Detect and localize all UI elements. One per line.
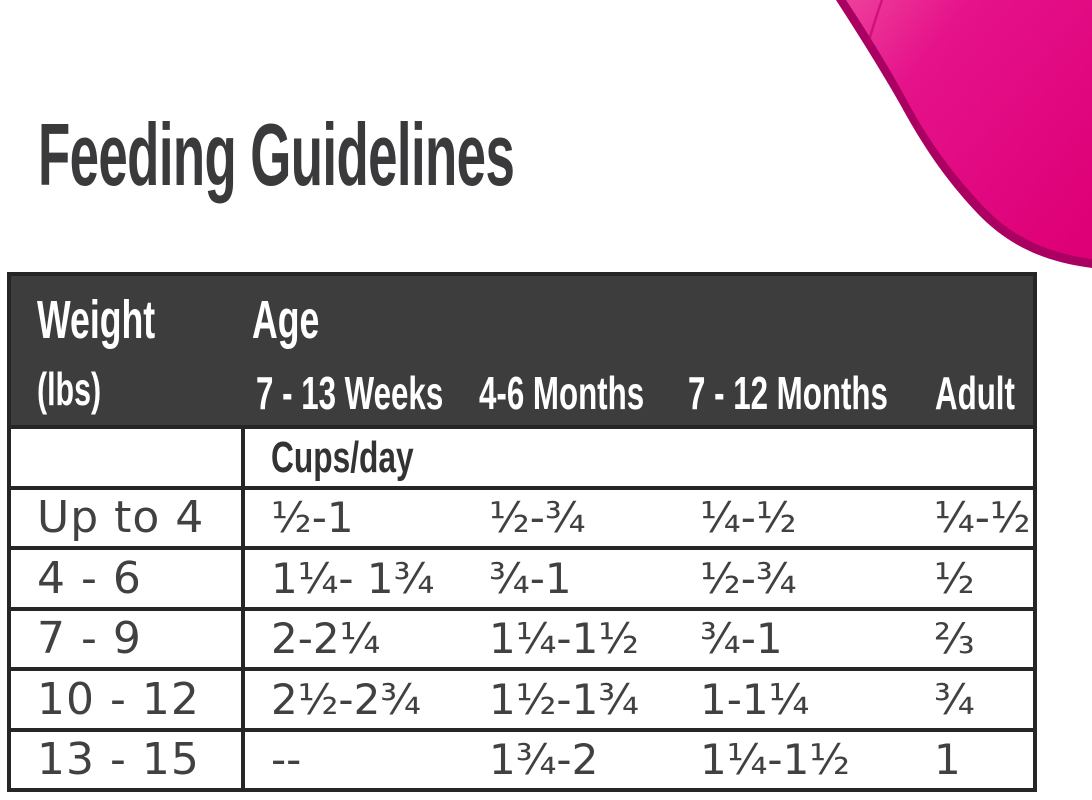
value-cell: -- <box>271 735 302 785</box>
feeding-table <box>7 272 1037 792</box>
weight-cell: 4 - 6 <box>37 552 142 604</box>
value-cell: 1¾-2 <box>489 735 599 785</box>
value-cell: ½-¾ <box>489 493 586 543</box>
value-cell: ½-¾ <box>700 553 797 603</box>
value-cell: ½ <box>934 553 975 603</box>
weight-unit-label: (lbs) <box>37 363 102 415</box>
pink-corner-decoration <box>832 0 1092 272</box>
weight-cell: 10 - 12 <box>37 673 200 725</box>
age-subheaders <box>241 366 1033 420</box>
value-cell: ½-1 <box>271 493 354 543</box>
column-divider <box>241 425 245 788</box>
value-cell: ¼-½ <box>700 493 797 543</box>
table-row <box>11 546 1033 607</box>
table-body <box>11 425 1033 788</box>
table-row <box>11 486 1033 547</box>
table-row <box>11 607 1033 668</box>
table-row <box>11 667 1033 728</box>
value-cell: ⅔ <box>934 614 975 664</box>
value-cell: ¼-½ <box>934 493 1031 543</box>
value-cell: 2½-2¾ <box>271 674 422 724</box>
value-cell: 2-2¼ <box>271 614 381 664</box>
units-label: Cups/day <box>271 432 414 482</box>
weight-column-header: Weight <box>37 290 156 350</box>
value-cell: ¾ <box>934 674 975 724</box>
age-column-header: Age <box>252 290 320 350</box>
age-col-7-12-months: 7 - 12 Months <box>688 367 888 419</box>
units-row <box>11 425 1033 486</box>
weight-cell: 13 - 15 <box>37 734 200 786</box>
table-row <box>11 728 1033 789</box>
age-col-adult: Adult <box>935 367 1015 419</box>
table-header <box>11 276 1033 425</box>
pink-blob <box>846 0 1092 259</box>
age-col-7-13-weeks: 7 - 13 Weeks <box>256 367 444 419</box>
page-title: Feeding Guidelines <box>38 105 515 204</box>
value-cell: 1½-1¾ <box>489 674 640 724</box>
weight-cell: Up to 4 <box>37 492 205 544</box>
value-cell: 1-1¼ <box>700 674 810 724</box>
weight-cell: 7 - 9 <box>37 613 142 665</box>
value-cell: 1¼-1½ <box>700 735 851 785</box>
value-cell: 1 <box>934 735 961 785</box>
value-cell: ¾-1 <box>700 614 783 664</box>
value-cell: 1¼- 1¾ <box>271 553 435 603</box>
value-cell: 1¼-1½ <box>489 614 640 664</box>
age-col-4-6-months: 4-6 Months <box>479 367 645 419</box>
value-cell: ¾-1 <box>489 553 572 603</box>
